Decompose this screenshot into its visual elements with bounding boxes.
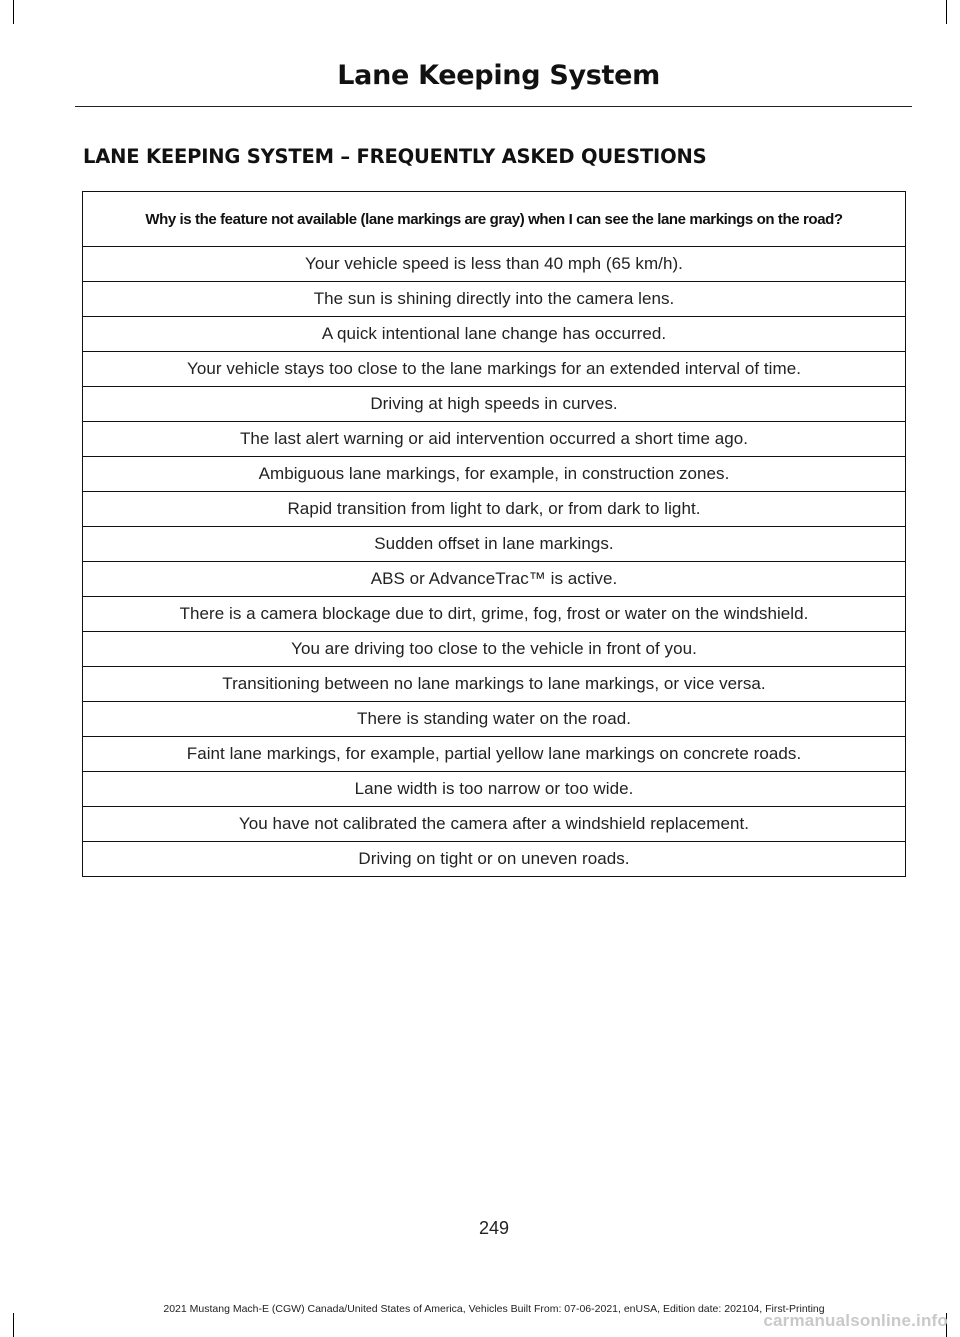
answer-cell: Your vehicle speed is less than 40 mph (65 km/h). — [83, 247, 906, 282]
table-row — [83, 352, 906, 387]
answer-cell: The sun is shining directly into the camera lens. — [83, 282, 906, 317]
table-row — [83, 247, 906, 282]
watermark: carmanualsonline.info — [763, 1311, 948, 1330]
answer-cell: A quick intentional lane change has occurred. — [83, 317, 906, 352]
answer-cell: You are driving too close to the vehicle in front of you. — [83, 632, 906, 667]
crop-mark-top-right — [946, 0, 947, 24]
table-row — [83, 842, 906, 877]
table-row — [83, 807, 906, 842]
faq-answers — [83, 247, 906, 877]
answer-cell: There is standing water on the road. — [83, 702, 906, 737]
answer-cell: Driving at high speeds in curves. — [83, 387, 906, 422]
faq-table — [82, 191, 906, 877]
table-row — [83, 282, 906, 317]
table-row — [83, 387, 906, 422]
answer-cell: Transitioning between no lane markings to lane markings, or vice versa. — [83, 667, 906, 702]
table-row — [83, 597, 906, 632]
answer-cell: The last alert warning or aid intervention occurred a short time ago. — [83, 422, 906, 457]
answer-cell: Ambiguous lane markings, for example, in construction zones. — [83, 457, 906, 492]
answer-cell: Sudden offset in lane markings. — [83, 527, 906, 562]
header-divider — [75, 106, 912, 107]
table-row — [83, 702, 906, 737]
answer-cell: Your vehicle stays too close to the lane markings for an extended interval of time. — [83, 352, 906, 387]
answer-cell: You have not calibrated the camera after a windshield replacement. — [83, 807, 906, 842]
crop-mark-bottom-left — [13, 1313, 14, 1337]
answer-cell: Driving on tight or on uneven roads. — [83, 842, 906, 877]
page-header-title: Lane Keeping System — [337, 60, 660, 91]
table-row — [83, 422, 906, 457]
section-heading: LANE KEEPING SYSTEM – FREQUENTLY ASKED QUESTIONS — [83, 145, 707, 168]
footer-edition-text: 2021 Mustang Mach-E (CGW) Canada/United States of America, Vehicles Built From: 07-06-2021, enUSA, Edition date: 202104, First-Printing — [163, 1303, 825, 1315]
answer-cell: ABS or AdvanceTrac™ is active. — [83, 562, 906, 597]
table-row — [83, 492, 906, 527]
table-header-row — [83, 192, 906, 247]
table-row — [83, 737, 906, 772]
answer-cell: There is a camera blockage due to dirt, grime, fog, frost or water on the windshield. — [83, 597, 906, 632]
answer-cell: Lane width is too narrow or too wide. — [83, 772, 906, 807]
answer-cell: Rapid transition from light to dark, or from dark to light. — [83, 492, 906, 527]
table-row — [83, 317, 906, 352]
answer-cell: Faint lane markings, for example, partial yellow lane markings on concrete roads. — [83, 737, 906, 772]
table-row — [83, 562, 906, 597]
table-row — [83, 667, 906, 702]
table-row — [83, 632, 906, 667]
table-row — [83, 527, 906, 562]
page-number: 249 — [478, 1218, 510, 1238]
faq-question: Why is the feature not available (lane markings are gray) when I can see the lane markings on the road? — [83, 192, 906, 247]
table-row — [83, 772, 906, 807]
crop-mark-top-left — [13, 0, 14, 24]
table-row — [83, 457, 906, 492]
